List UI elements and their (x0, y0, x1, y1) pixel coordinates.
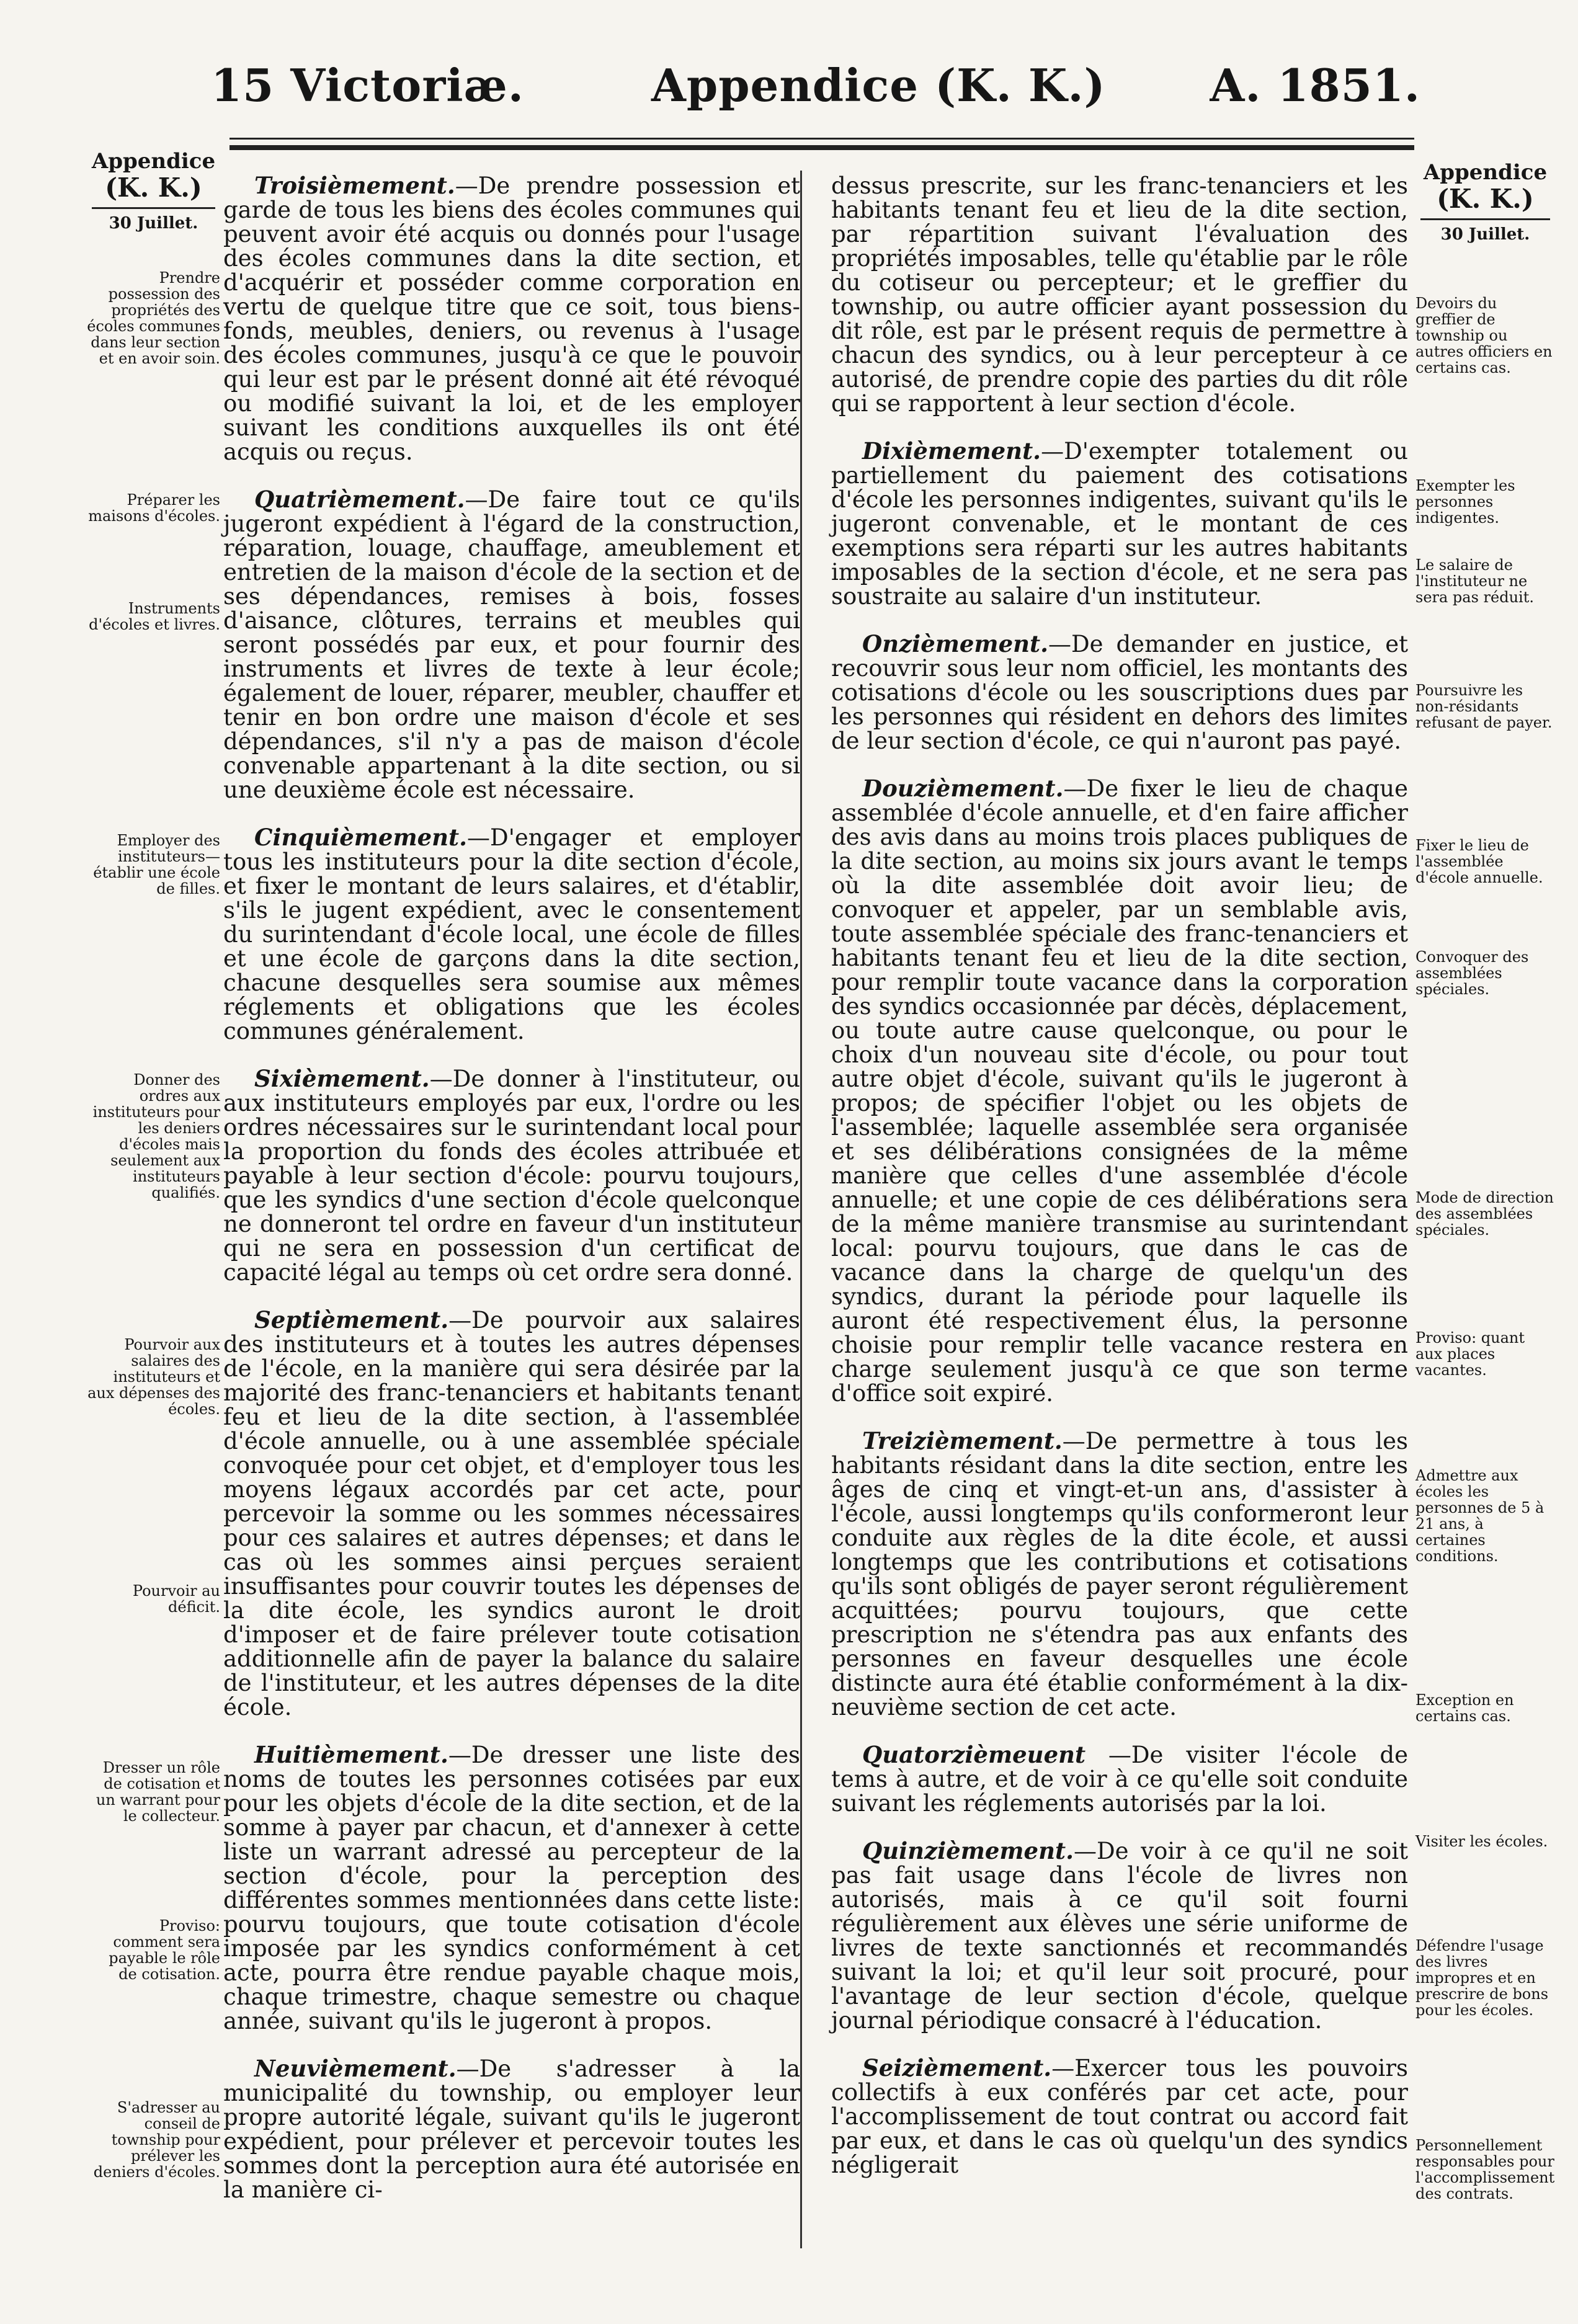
article-text: —D'engager et employer tous les instituteurs pour la dite section d'école, et fixer le montant de leurs salaires, et d'établir, s'ils le jugent expédient, avec le consentement du surintendant d'école local, une école de filles et une école de garçons dans la dite section, chacune desquelles sera soumise aux mêmes réglements et obligations que les écoles communes généralement. (223, 824, 800, 1044)
article-paragraph (223, 2057, 800, 2202)
article-paragraph (831, 1839, 1408, 2032)
margin-appendix-code: (K. K.) (105, 172, 202, 203)
article-lead: Quatrièmement. (254, 486, 465, 513)
article-paragraph (831, 2056, 1408, 2177)
margin-appendix-label: Appendice (1423, 160, 1548, 185)
margin-appendix-box-right (1415, 160, 1555, 244)
article-lead: Onzièmement. (862, 630, 1048, 657)
article-text: dessus prescrite, sur les franc-tenanciers et les habitants tenant feu et lieu de la dite section, par répartition suivant l'évaluation des propriétés imposables, telle qu'établie par le rôle du cotiseur ou percepteur; et le greffier du township, ou autre officier ayant possession du dit rôle, est par le présent requis de permettre à chacun des syndics, ou à leur percepteur à ce autorisé, de prendre copie des parties du dit rôle qui se rapportent à leur section d'école. (831, 172, 1408, 417)
left-margin (87, 149, 220, 2181)
header-rule-thin (230, 138, 1414, 140)
article-text: —De permettre à tous les habitants résidant dans la dite section, entre les âges de cinq et vingt-et-un ans, d'assister à l'école, aussi longtemps qu'ils conformeront leur conduite aux règles de la dite école, et aussi longtemps que les contributions et cotisations qu'ils sont obligés de payer seront régulièrement acquittées; pourvu toujours, que cette prescription ne s'étendra pas aux enfants des personnes en faveur desquelles une école distincte aura été établie conformément à la dix-neuvième section de cet acte. (831, 1428, 1408, 1721)
article-lead: Huitièmement. (254, 1741, 448, 1768)
article-paragraph (831, 632, 1408, 753)
article-paragraph (831, 1743, 1408, 1815)
margin-date: 30 Juillet. (1440, 225, 1530, 244)
article-text: —Exercer tous les pouvoirs collectifs à eux conférés par cet acte, pour l'accomplissement de tout contrat ou accord fait par eux, et dans le cas où quelqu'un des syndics négligerait (831, 2055, 1408, 2178)
article-lead: Cinquièmement. (254, 824, 468, 851)
article-paragraph (831, 777, 1408, 1405)
article-text: —De pourvoir aux salaires des instituteurs et à toutes les autres dépenses de l'école, en la manière qui sera désirée par la majorité des franc-tenanciers et habitants tenant feu et lieu de la dite section, à l'assemblée d'école annuelle, ou à une assemblée spéciale convoquée pour cet objet, et d'employer tous les moyens légaux accordés par cet acte, pour percevoir la somme ou les sommes nécessaires pour ces salaires et autres dépenses; et dans le cas où les sommes ainsi perçues seraient insuffisantes pour couvrir toutes les dépenses de la dite école, les syndics auront le droit d'imposer et de faire prélever toute cotisation additionnelle afin de payer la balance du salaire de l'instituteur, et les autres dépenses de la dite école. (223, 1307, 800, 1721)
margin-note: S'adresser au conseil de township pour prélever les deniers d'écoles. (93, 2099, 220, 2181)
article-lead: Quinzièmement. (862, 1837, 1074, 1864)
article-text: —De donner à l'instituteur, ou aux instituteurs employés par eux, l'ordre ou les ordres nécessaires sur le surintendant local pour la proportion du fonds des écoles attribuée et payable à leur section d'école: pourvu toujours, que les syndics d'une section d'école quelconque ne donneront tel ordre en faveur d'un instituteur qui ne sera en possession d'un certificat de capacité légal au temps où cet ordre sera donné. (223, 1066, 800, 1286)
margin-note: Personnellement responsables pour l'accomplissement des contrats. (1415, 2137, 1555, 2202)
article-lead: Quatorzièmeuent (862, 1741, 1086, 1768)
margin-note: Préparer les maisons d'écoles. (88, 491, 220, 525)
article-lead: Septièmement. (254, 1306, 449, 1333)
article-text: —D'exempter totalement ou partiellement du paiement des cotisations d'école les personnes indigentes, suivant qu'ils le jugeront convenable, et le montant de ces exemptions sera réparti sur les autres habitants imposables de la section d'école, et ne sera pas soustraite au salaire d'un instituteur. (831, 438, 1408, 610)
text-column-left (223, 174, 800, 2225)
margin-note: Fixer le lieu de l'assemblée d'école annuelle. (1415, 837, 1543, 886)
article-lead: Treizièmement. (862, 1427, 1063, 1454)
margin-note: Exempter les personnes indigentes. (1415, 477, 1515, 527)
column-divider (800, 171, 802, 2248)
margin-note: Visiter les écoles. (1415, 1833, 1548, 1850)
margin-note: Pourvoir au déficit. (132, 1582, 220, 1616)
page-header (211, 59, 1420, 127)
header-session: 15 Victoriæ. (211, 59, 524, 112)
margin-appendix-label: Appendice (91, 149, 216, 174)
article-lead: Neuvièmement. (254, 2055, 457, 2082)
margin-note: Prendre possession des propriétés des écoles communes dans leur section et en avoir soin. (87, 269, 220, 367)
margin-note: Instruments d'écoles et livres. (89, 600, 220, 633)
article-paragraph (831, 439, 1408, 608)
article-text: —De visiter l'école de tems à autre, et de voir à ce qu'elle soit conduite suivant les réglements autorisés par la loi. (831, 1742, 1408, 1817)
article-paragraph (223, 1067, 800, 1284)
margin-date: 30 Juillet. (109, 214, 198, 233)
article-paragraph (223, 1743, 800, 2033)
right-margin (1415, 160, 1555, 2202)
margin-note: Défendre l'usage des livres impropres et en prescrire de bons pour les écoles. (1415, 1937, 1549, 2019)
margin-note: Devoirs du greffier de township ou autres officiers en certains cas. (1415, 295, 1553, 376)
margin-note: Exception en certains cas. (1415, 1691, 1514, 1725)
margin-note: Mode de direction des assemblées spéciales. (1415, 1189, 1554, 1239)
header-year: A. 1851. (1210, 59, 1420, 112)
margin-note: Donner des ordres aux instituteurs pour les deniers d'écoles mais seulement aux instituteurs qualifiés. (92, 1071, 220, 1201)
article-paragraph (831, 1429, 1408, 1719)
article-paragraph (223, 488, 800, 802)
article-text: —De prendre possession et garde de tous les biens des écoles communes qui peuvent avoir été acquis ou donnés pour l'usage des écoles communes dans la dite section, et d'acquérir et posséder comme corporation en vertu de quelque titre que ce soit, tous biens-fonds, meubles, deniers, ou revenus à l'usage des écoles communes, jusqu'à ce que le pouvoir qui leur est par le présent donné ait été révoqué ou modifié suivant la loi, et de les employer suivant les conditions auxquelles ils ont été acquis ou reçus. (223, 172, 800, 465)
article-lead: Seizièmement. (862, 2054, 1052, 2081)
margin-note: Poursuivre les non-résidants refusant de payer. (1415, 682, 1553, 731)
article-text: —De voir à ce qu'il ne soit pas fait usage dans l'école de livres non autorisés, mais à ce qu'il soit fourni régulièrement aux élèves une série uniforme de livres de texte sanctionnés et recommandés suivant la loi; et qu'il leur soit procuré, pour l'avantage de leur section d'école, quelque journal périodique consacré à l'éducation. (831, 1838, 1408, 2034)
margin-note: Convoquer des assemblées spéciales. (1415, 948, 1529, 998)
margin-note: Pourvoir aux salaires des instituteurs et aux dépenses des écoles. (87, 1336, 220, 1418)
margin-note: Proviso: comment sera payable le rôle de cotisation. (109, 1917, 220, 1983)
margin-note: Admettre aux écoles les personnes de 5 à 21 ans, à certaines conditions. (1415, 1467, 1545, 1565)
article-text: —De dresser une liste des noms de toutes les personnes cotisées par eux pour les objets d'école de la dite section, et de la somme à payer par chacun, et d'annexer à cette liste un warrant adressé au percepteur de la section d'école, pour la perception des différentes sommes mentionnées dans cette liste: pourvu toujours, que toute cotisation d'école imposée par les syndics conformément à cet acte, pourra être rendue payable chaque mois, chaque trimestre, chaque semestre ou chaque année, suivant qu'ils le jugeront à propos. (223, 1742, 800, 2034)
header-rule-thick (230, 145, 1414, 150)
article-text: —De s'adresser à la municipalité du township, ou employer leur propre autorité légale, suivant qu'ils le jugeront expédient, pour prélever et percevoir toutes les sommes dont la perception aura été autorisée en la manière ci- (223, 2055, 800, 2203)
article-lead: Sixièmement. (254, 1065, 430, 1092)
article-lead: Troisièmement. (254, 172, 455, 199)
article-paragraph (831, 174, 1408, 416)
article-text: —De faire tout ce qu'ils jugeront expédient à l'égard de la construction, réparation, louage, chauffage, ameublement et entretien de la maison d'école de la section et de ses dépendances, remises à bois, fosses d'aisance, clôtures, terrains et meubles qui seront possédés par eux, et pour fournir des instruments et livres de texte à leur école; également de louer, réparer, meubler, chauffer et tenir en bon ordre une maison d'école et ses dépendances, s'il n'y a pas de maison d'école convenable appartenant à la dite section, ou si une deuxième école est nécessaire. (223, 486, 800, 803)
header-appendix: Appendice (K. K.) (651, 59, 1106, 112)
margin-note: Proviso: quant aux places vacantes. (1415, 1329, 1525, 1379)
margin-rule (92, 207, 215, 209)
margin-note: Dresser un rôle de cotisation et un warrant pour le collecteur. (96, 1759, 220, 1825)
margin-rule (1420, 218, 1550, 220)
article-paragraph (223, 1308, 800, 1719)
article-paragraph (223, 826, 800, 1043)
article-lead: Douzièmement. (862, 775, 1064, 802)
text-column-right (831, 174, 1408, 2201)
margin-appendix-code: (K. K.) (1437, 184, 1534, 214)
article-lead: Dixièmement. (862, 437, 1041, 465)
margin-note: Employer des instituteurs—établir une école de filles. (93, 832, 220, 897)
margin-appendix-box-left (87, 149, 220, 233)
article-text: —De fixer le lieu de chaque assemblée d'école annuelle, et d'en faire afficher des avis dans au moins trois places publiques de la dite section, au moins six jours avant le temps où la dite assemblée doit avoir lieu; de convoquer et appeler, par un semblable avis, toute assemblée spéciale des franc-tenanciers et habitants tenant feu et lieu de la dite section, pour remplir toute vacance dans la corporation des syndics occasionnée par décès, déplacement, ou toute autre cause quelconque, ou pour le choix d'un nouveau site d'école, ou pour tout autre objet d'école, suivant qu'ils le jugeront à propos; de spécifier l'objet ou les objets de l'assemblée; laquelle assemblée sera organisée et ses délibérations consignées de la même manière que celles d'une assemblée d'école annuelle; et une copie de ces délibérations sera de la même manière transmise au surintendant local: pourvu toujours, que dans le cas de vacance dans la charge de quelqu'un des syndics, durant la période pour laquelle ils auront été respectivement élus, la personne choisie pour remplir telle vacance restera en charge seulement jusqu'à ce que son terme d'office soit expiré. (831, 775, 1408, 1407)
article-text: —De demander en justice, et recouvrir sous leur nom officiel, les montants des cotisations d'école ou les souscriptions dues par les personnes qui résident en dehors des limites de leur section d'école, ce qui n'auront pas payé. (831, 631, 1408, 754)
article-paragraph (223, 174, 800, 464)
margin-note: Le salaire de l'instituteur ne sera pas réduit. (1415, 556, 1534, 606)
